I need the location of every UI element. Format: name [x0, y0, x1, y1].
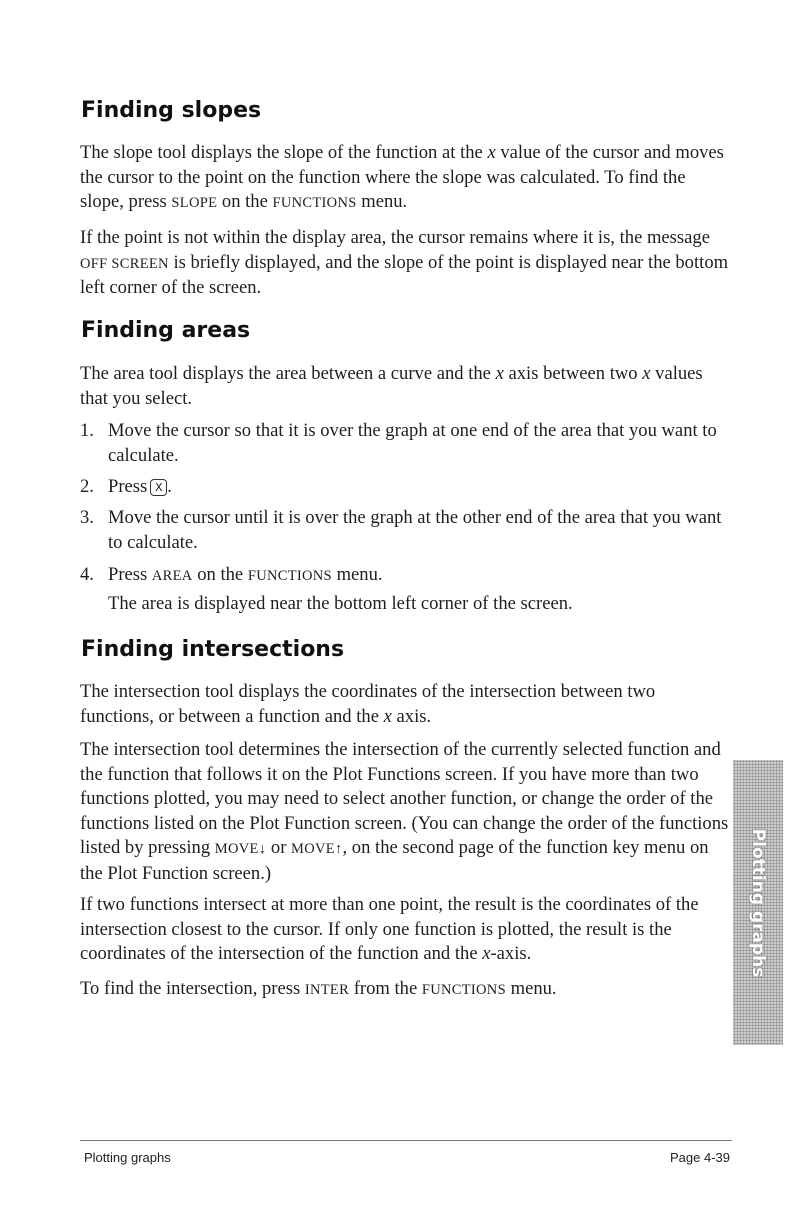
footer-chapter-title: Plotting graphs — [84, 1150, 171, 1165]
step-3: Move the cursor until it is over the graph at the other end of the area that you want to calculate. — [108, 507, 722, 553]
paragraph-intersection-result: If two functions intersect at more than one point, the result is the coordinates of the intersection closest to the cursor. If only one function is plotted, the result is the coordinates of the intersection of the function and the x-axis. — [80, 894, 699, 964]
paragraph-intersection-intro: The intersection tool displays the coordinates of the intersection between two functions, or between a function and the x axis. — [80, 681, 656, 727]
chapter-tab-label: Plotting graphs — [748, 828, 768, 977]
step-4: Press AREA on the FUNCTIONS menu. — [108, 564, 383, 585]
step-4-note: The area is displayed near the bottom left corner of the screen. — [108, 593, 573, 614]
footer-rule — [80, 1140, 732, 1141]
step-number: 1. — [80, 420, 94, 441]
paragraph-intersection-order: The intersection tool determines the intersection of the currently selected function and the function that follows it on the Plot Functions screen. If you have more than two functions plotted, you may need to select another function, or change the order of the functions listed on the Plot Function screen. (You can change the order of the functions listed by pressing MOVE↓ or MOVE↑, on the second page of the function key menu on the Plot Function screen.) — [80, 739, 729, 884]
move-up-key: MOVE↑ — [291, 841, 343, 857]
x-key-icon: X — [150, 479, 167, 496]
heading-finding-slopes: Finding slopes — [81, 98, 262, 123]
step-number: 2. — [80, 476, 94, 497]
heading-finding-areas: Finding areas — [81, 318, 251, 343]
paragraph-slope-tool: The slope tool displays the slope of the function at the x value of the cursor and moves the cursor to the point on the function where the slope was calculated. To find the slope, press SLOPE on the FUNCTIONS menu. — [80, 142, 724, 212]
paragraph-off-screen: If the point is not within the display area, the cursor remains where it is, the message OFF SCREEN is briefly displayed, and the slope of the point is displayed near the bottom left corner of the screen. — [80, 227, 729, 298]
inter-menu-key: INTER — [304, 982, 350, 998]
functions-menu-name: FUNCTIONS — [272, 195, 357, 211]
functions-menu-name: FUNCTIONS — [421, 982, 506, 998]
chapter-tab — [733, 760, 783, 1045]
paragraph-area-intro: The area tool displays the area between a curve and the x axis between two x values that you select. — [80, 363, 703, 409]
step-1: Move the cursor so that it is over the graph at one end of the area that you want to calculate. — [108, 420, 717, 466]
paragraph-find-intersection: To find the intersection, press INTER from the FUNCTIONS menu. — [80, 978, 557, 999]
x-variable: x — [487, 142, 496, 163]
move-down-key: MOVE↓ — [214, 841, 267, 857]
off-screen-message: OFF SCREEN — [80, 255, 169, 272]
step-2: Press X . — [108, 476, 172, 497]
step-number: 3. — [80, 507, 94, 528]
heading-finding-intersections: Finding intersections — [81, 637, 345, 662]
functions-menu-name: FUNCTIONS — [247, 568, 332, 584]
step-number: 4. — [80, 564, 94, 585]
area-menu-key: AREA — [151, 568, 193, 584]
page-number: Page 4-39 — [670, 1150, 730, 1165]
slope-menu-key: SLOPE — [171, 195, 218, 211]
